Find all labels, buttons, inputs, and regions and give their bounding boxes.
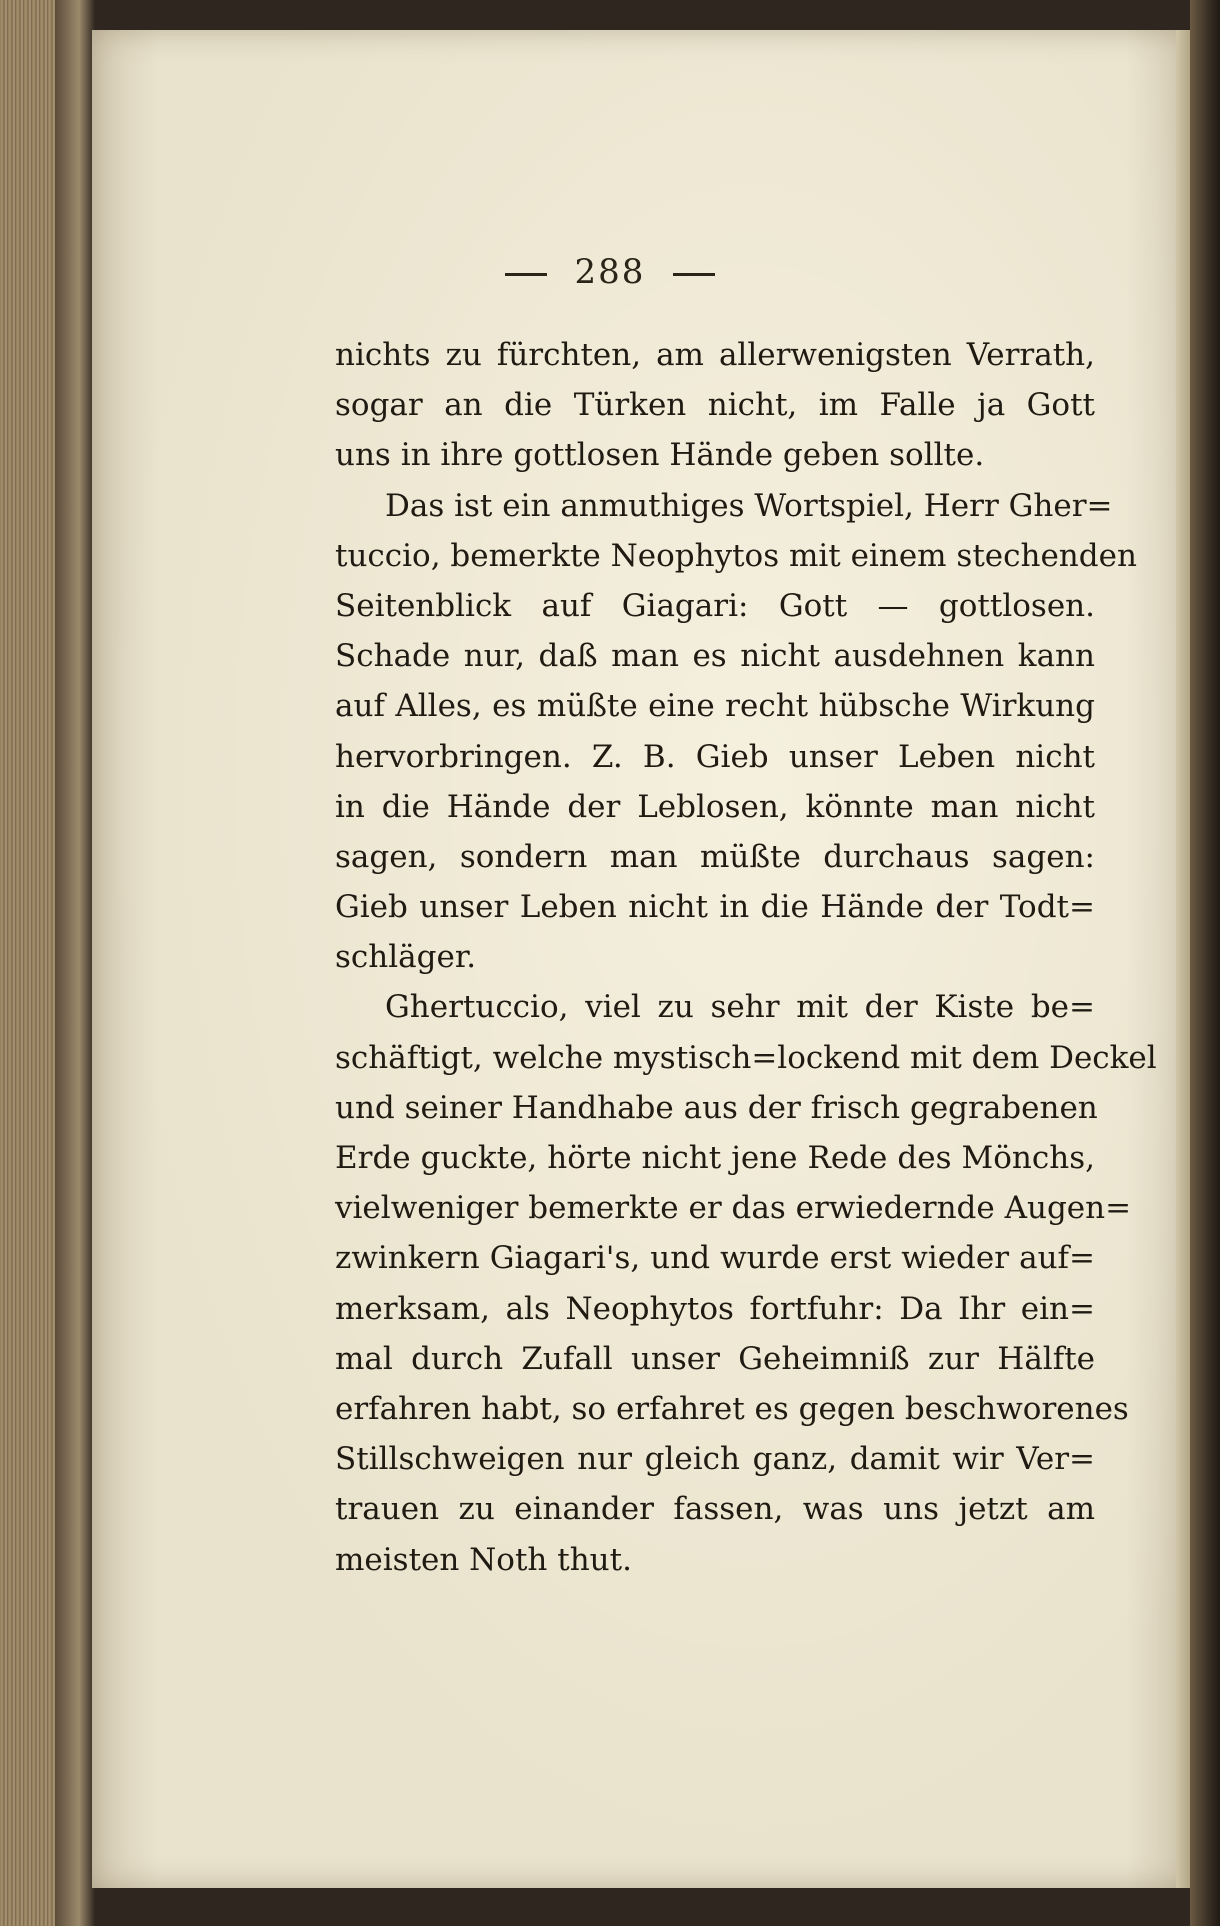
header-dash-right	[673, 273, 715, 276]
text-line: mal durch Zufall unser Geheimniß zur Hälfte	[335, 1340, 1095, 1377]
text-line: erfahren habt, so erfahret es gegen beschworenes	[335, 1390, 1129, 1427]
text-line: Das ist ein anmuthiges Wortspiel, Herr Gher=	[385, 487, 1113, 524]
text-line: zwinkern Giagari's, und wurde erst wieder auf=	[335, 1240, 1095, 1277]
text-line: tuccio, bemerkte Neophytos mit einem stechenden	[335, 537, 1137, 574]
text-line: und seiner Handhabe aus der frisch gegrabenen	[335, 1089, 1098, 1126]
text-line: uns in ihre gottlosen Hände geben sollte.	[335, 437, 985, 474]
page-header	[0, 252, 1220, 292]
text-line: sogar an die Türken nicht, im Falle ja Gott	[335, 387, 1095, 424]
text-line: nichts zu fürchten, am allerwenigsten Verrath,	[335, 337, 1095, 373]
text-line: Ghertuccio, viel zu sehr mit der Kiste be=	[385, 989, 1095, 1026]
body-text	[335, 330, 1157, 1585]
text-line: Schade nur, daß man es nicht ausdehnen kann	[335, 638, 1095, 675]
text-line: schläger.	[335, 939, 477, 976]
text-line: trauen zu einander fassen, was uns jetzt am	[335, 1491, 1095, 1528]
text-line: Erde guckte, hörte nicht jene Rede des Mönchs,	[335, 1140, 1095, 1176]
header-dash-left	[505, 273, 547, 276]
text-line: auf Alles, es müßte eine recht hübsche Wirkung	[335, 688, 1095, 725]
text-line: schäftigt, welche mystisch=lockend mit dem Deckel	[335, 1039, 1157, 1076]
text-line: Seitenblick auf Giagari: Gott — gottlosen.	[335, 587, 1095, 624]
text-line: in die Hände der Leblosen, könnte man nicht	[335, 788, 1095, 825]
text-line: Gieb unser Leben nicht in die Hände der Todt=	[335, 889, 1095, 926]
text-line: sagen, sondern man müßte durchaus sagen:	[335, 838, 1095, 875]
text-line: meisten Noth thut.	[335, 1541, 632, 1578]
text-line: Stillschweigen nur gleich ganz, damit wir Ver=	[335, 1441, 1095, 1478]
text-line: merksam, als Neophytos fortfuhr: Da Ihr ein=	[335, 1290, 1095, 1327]
text-line: hervorbringen. Z. B. Gieb unser Leben nicht	[335, 738, 1095, 775]
page-number: 288	[574, 252, 646, 292]
text-line: vielweniger bemerkte er das erwiedernde Augen=	[335, 1190, 1132, 1227]
